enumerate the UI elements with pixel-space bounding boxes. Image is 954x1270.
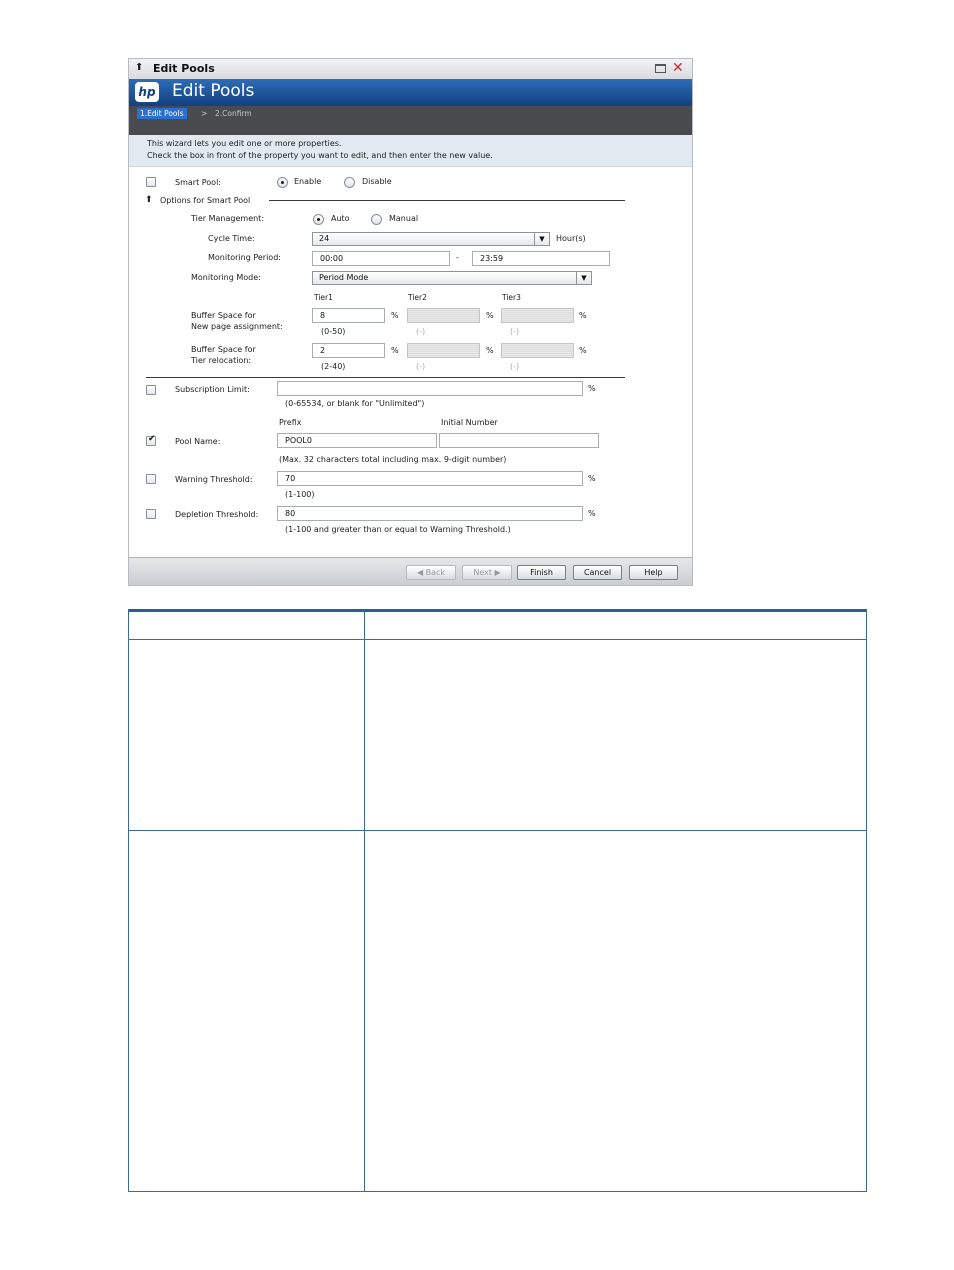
pool-prefix-input[interactable]: POOL0 xyxy=(277,433,437,448)
buffer-reloc-tier3-pct: % xyxy=(579,346,587,355)
buffer-reloc-tier3-input xyxy=(501,343,574,358)
dialog-footer xyxy=(129,557,692,586)
description-table xyxy=(128,609,867,1192)
cancel-button[interactable]: Cancel xyxy=(573,565,622,580)
buffer-relocation-label-2: Tier relocation: xyxy=(191,356,252,365)
prefix-header: Prefix xyxy=(279,418,302,427)
tier2-header: Tier2 xyxy=(408,293,427,302)
back-button[interactable] xyxy=(406,565,456,580)
step-edit-pools: 1.Edit Pools xyxy=(137,108,187,119)
tier-auto-radio[interactable] xyxy=(313,214,324,225)
smart-pool-checkbox[interactable] xyxy=(146,177,156,187)
edit-pools-dialog xyxy=(128,58,693,586)
intro-line-2: Check the box in front of the property you want to edit, and then enter the new value. xyxy=(147,151,493,160)
hp-logo: hp xyxy=(135,82,159,102)
tier3-header: Tier3 xyxy=(502,293,521,302)
warning-threshold-input[interactable]: 70 xyxy=(277,471,583,486)
step-confirm: 2.Confirm xyxy=(215,109,252,118)
monitoring-period-label: Monitoring Period: xyxy=(208,253,281,262)
initial-number-header: Initial Number xyxy=(441,418,498,427)
table-top-rule xyxy=(128,609,867,612)
depletion-threshold-label: Depletion Threshold: xyxy=(175,510,259,519)
subscription-limit-hint: (0-65534, or blank for "Unlimited") xyxy=(285,399,425,408)
smart-pool-enable-label: Enable xyxy=(294,177,322,186)
buffer-new-tier2-range: (-) xyxy=(416,327,426,336)
buffer-new-tier3-input xyxy=(501,308,574,323)
buffer-new-tier1-input[interactable]: 8 xyxy=(312,308,385,323)
buffer-new-page-label-1: Buffer Space for xyxy=(191,311,256,320)
arrow-right-icon: ▶ xyxy=(494,568,501,577)
buffer-new-tier2-input xyxy=(407,308,480,323)
buffer-new-tier3-pct: % xyxy=(579,311,587,320)
buffer-reloc-tier3-range: (-) xyxy=(510,362,520,371)
monitoring-mode-label: Monitoring Mode: xyxy=(191,273,261,282)
depletion-threshold-pct: % xyxy=(588,509,596,518)
tier-manual-radio[interactable] xyxy=(371,214,382,225)
monitoring-start-input[interactable]: 00:00 xyxy=(312,251,450,266)
pool-name-label: Pool Name: xyxy=(175,437,221,446)
cycle-time-unit: Hour(s) xyxy=(556,234,586,243)
monitoring-mode-select[interactable] xyxy=(312,271,592,285)
tier-auto-label: Auto xyxy=(331,214,350,223)
tier-manual-label: Manual xyxy=(389,214,419,223)
dialog-title: Edit Pools xyxy=(153,62,215,75)
subscription-limit-checkbox[interactable] xyxy=(146,385,156,395)
pool-name-checkbox[interactable] xyxy=(146,436,156,446)
wizard-steps xyxy=(129,106,692,135)
options-bottom-divider xyxy=(146,377,625,378)
tier1-header: Tier1 xyxy=(314,293,333,302)
chevron-down-icon: ▼ xyxy=(576,272,591,284)
intro-panel xyxy=(129,135,692,167)
warning-threshold-checkbox[interactable] xyxy=(146,474,156,484)
subscription-limit-input[interactable] xyxy=(277,381,583,396)
warning-threshold-hint: (1-100) xyxy=(285,490,315,499)
help-button[interactable]: Help xyxy=(629,565,678,580)
buffer-relocation-label-1: Buffer Space for xyxy=(191,345,256,354)
smart-pool-enable-radio[interactable] xyxy=(277,177,288,188)
step-separator: > xyxy=(201,109,208,118)
collapse-options-icon[interactable]: ⬆ xyxy=(145,195,153,205)
buffer-reloc-tier1-input[interactable]: 2 xyxy=(312,343,385,358)
intro-line-1: This wizard lets you edit one or more properties. xyxy=(147,139,342,148)
table-row-rule xyxy=(128,830,867,831)
table-header-rule xyxy=(128,639,867,640)
buffer-reloc-tier1-range: (2-40) xyxy=(321,362,346,371)
warning-threshold-pct: % xyxy=(588,474,596,483)
arrow-left-icon: ◀ xyxy=(416,568,424,577)
options-divider xyxy=(269,200,625,201)
smart-pool-disable-radio[interactable] xyxy=(344,177,355,188)
buffer-reloc-tier2-range: (-) xyxy=(416,362,426,371)
banner-title: Edit Pools xyxy=(172,81,255,101)
smart-pool-disable-label: Disable xyxy=(362,177,392,186)
chevron-down-icon: ▼ xyxy=(534,233,549,245)
back-button-label: Back xyxy=(425,568,446,577)
close-icon[interactable]: ✕ xyxy=(672,60,684,76)
buffer-new-page-label-2: New page assignment: xyxy=(191,322,283,331)
monitoring-period-dash: - xyxy=(456,253,459,262)
tier-management-label: Tier Management: xyxy=(191,214,265,223)
depletion-threshold-hint: (1-100 and greater than or equal to Warning Threshold.) xyxy=(285,525,511,534)
maximize-icon[interactable] xyxy=(655,64,666,73)
finish-button[interactable]: Finish xyxy=(517,565,566,580)
next-button-label: Next xyxy=(473,568,492,577)
next-button[interactable] xyxy=(462,565,512,580)
options-header: Options for Smart Pool xyxy=(160,196,251,205)
monitoring-end-input[interactable]: 23:59 xyxy=(472,251,610,266)
depletion-threshold-checkbox[interactable] xyxy=(146,509,156,519)
subscription-limit-label: Subscription Limit: xyxy=(175,385,250,394)
warning-threshold-label: Warning Threshold: xyxy=(175,475,253,484)
buffer-reloc-tier1-pct: % xyxy=(391,346,399,355)
depletion-threshold-input[interactable]: 80 xyxy=(277,506,583,521)
banner xyxy=(129,79,692,106)
cycle-time-select[interactable] xyxy=(312,232,550,246)
table-column-divider xyxy=(364,609,365,1192)
table-right-border xyxy=(866,609,867,1192)
buffer-new-tier3-range: (-) xyxy=(510,327,520,336)
dialog-titlebar xyxy=(129,59,692,80)
smart-pool-label: Smart Pool: xyxy=(175,178,221,187)
pool-name-hint: (Max. 32 characters total including max. 9-digit number) xyxy=(279,455,507,464)
pool-initial-number-input[interactable] xyxy=(439,433,599,448)
table-bottom-rule xyxy=(128,1191,867,1192)
cycle-time-value: 24 xyxy=(319,234,330,243)
subscription-limit-pct: % xyxy=(588,384,596,393)
buffer-reloc-tier2-input xyxy=(407,343,480,358)
collapse-icon[interactable]: ⬆ xyxy=(135,62,144,73)
buffer-new-tier1-pct: % xyxy=(391,311,399,320)
buffer-reloc-tier2-pct: % xyxy=(486,346,494,355)
cycle-time-label: Cycle Time: xyxy=(208,234,255,243)
table-left-border xyxy=(128,609,129,1192)
buffer-new-tier1-range: (0-50) xyxy=(321,327,346,336)
monitoring-mode-value: Period Mode xyxy=(319,273,369,282)
buffer-new-tier2-pct: % xyxy=(486,311,494,320)
